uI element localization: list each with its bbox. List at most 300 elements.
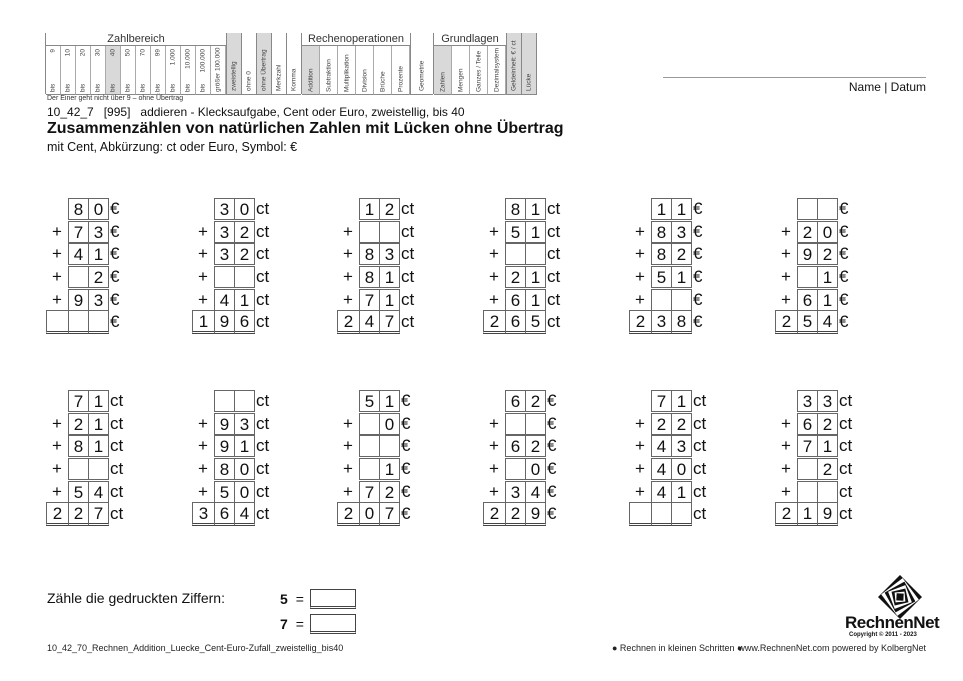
column-label: Lücke xyxy=(525,73,533,91)
digit-cell: 0 xyxy=(234,481,255,503)
blank-digit-cell[interactable] xyxy=(214,390,235,412)
column-label: Ganzes / Teile xyxy=(475,50,482,92)
addend-row xyxy=(45,198,155,221)
currency-unit: ct xyxy=(693,504,707,524)
plus-sign: + xyxy=(781,289,791,309)
column-label: Mengen xyxy=(457,68,464,92)
header-column xyxy=(488,46,506,95)
sum-digit-cell: 2 xyxy=(68,502,89,526)
addition-exercise xyxy=(482,198,592,334)
blank-digit-cell[interactable] xyxy=(797,481,818,503)
currency-unit: € xyxy=(839,199,849,219)
header-column xyxy=(470,46,488,95)
plus-sign: + xyxy=(52,413,62,433)
blank-digit-cell[interactable] xyxy=(817,198,838,220)
digit-cell: 0 xyxy=(234,458,255,480)
currency-unit: ct xyxy=(839,504,853,524)
sum-row xyxy=(775,311,884,334)
currency-unit: ct xyxy=(547,199,561,219)
digit-cell: 4 xyxy=(525,481,546,503)
sum-row xyxy=(775,503,884,526)
digit-cell: 6 xyxy=(797,413,818,435)
column-prefix: bis xyxy=(139,83,147,92)
addend-row xyxy=(336,266,446,289)
digit-cell: 6 xyxy=(505,289,526,311)
count-digit: 5 xyxy=(280,591,288,607)
sum-digit-cell: 4 xyxy=(817,310,838,334)
digit-cell: 2 xyxy=(88,266,109,288)
plus-sign: + xyxy=(635,481,645,501)
currency-unit: € xyxy=(110,221,120,241)
header-column xyxy=(392,46,410,95)
plus-sign: + xyxy=(343,244,353,264)
blank-digit-cell[interactable] xyxy=(525,413,546,435)
currency-unit: € xyxy=(401,391,411,411)
blank-sum-cell[interactable] xyxy=(88,310,109,334)
digit-cell: 1 xyxy=(817,289,838,311)
header-column xyxy=(181,46,196,95)
digit-cell: 3 xyxy=(817,390,838,412)
plus-sign: + xyxy=(198,267,208,287)
sum-digit-cell: 2 xyxy=(505,502,526,526)
addend-row xyxy=(336,390,446,413)
sum-digit-cell: 9 xyxy=(525,502,546,526)
header-column xyxy=(196,46,211,95)
digit-cell: 0 xyxy=(88,198,109,220)
addition-exercise xyxy=(45,198,155,334)
column-value: 9 xyxy=(49,49,57,53)
digit-cell: 4 xyxy=(651,435,672,457)
blank-digit-cell[interactable] xyxy=(505,458,526,480)
plus-sign: + xyxy=(343,459,353,479)
digit-cell: 2 xyxy=(817,413,838,435)
addend-row xyxy=(336,221,446,244)
currency-unit: ct xyxy=(547,312,561,332)
plus-sign: + xyxy=(52,244,62,264)
sum-row xyxy=(46,503,155,526)
addend-row xyxy=(191,198,301,221)
sum-digit-cell: 9 xyxy=(817,502,838,526)
digit-cell: 1 xyxy=(651,198,672,220)
digit-cell: 5 xyxy=(68,481,89,503)
header-single-column xyxy=(286,33,301,95)
equals-sign: = xyxy=(295,616,304,632)
digit-cell: 2 xyxy=(817,243,838,265)
digit-cell: 7 xyxy=(68,390,89,412)
addend-row xyxy=(628,458,738,481)
addend-row xyxy=(336,480,446,503)
digit-cell: 1 xyxy=(379,289,400,311)
currency-unit: ct xyxy=(547,289,561,309)
addition-exercise xyxy=(336,198,446,334)
addend-row xyxy=(482,266,592,289)
digit-cell: 1 xyxy=(671,481,692,503)
currency-unit: ct xyxy=(401,221,415,241)
addition-exercise xyxy=(45,390,155,526)
currency-unit: ct xyxy=(256,267,270,287)
sum-digit-cell: 1 xyxy=(797,502,818,526)
sum-digit-cell: 9 xyxy=(214,310,235,334)
sum-digit-cell: 7 xyxy=(379,310,400,334)
currency-unit: € xyxy=(110,199,120,219)
plus-sign: + xyxy=(489,244,499,264)
blank-digit-cell[interactable] xyxy=(68,266,89,288)
currency-unit: € xyxy=(693,267,703,287)
blank-digit-cell[interactable] xyxy=(797,458,818,480)
currency-unit: € xyxy=(401,413,411,433)
digit-cell: 1 xyxy=(359,198,380,220)
digit-cell: 8 xyxy=(651,243,672,265)
sum-digit-cell: 5 xyxy=(525,310,546,334)
digit-cell: 7 xyxy=(359,289,380,311)
digit-cell: 2 xyxy=(379,481,400,503)
digit-cell: 2 xyxy=(817,458,838,480)
header-column xyxy=(374,46,392,95)
column-prefix: bis xyxy=(64,83,72,92)
addend-row xyxy=(482,198,592,221)
currency-unit: ct xyxy=(839,413,853,433)
sum-digit-cell: 5 xyxy=(797,310,818,334)
digit-cell: 5 xyxy=(651,266,672,288)
sum-row xyxy=(192,503,301,526)
digit-cell: 1 xyxy=(525,289,546,311)
blank-digit-cell[interactable] xyxy=(797,266,818,288)
blank-digit-cell[interactable] xyxy=(88,458,109,480)
sum-digit-cell: 2 xyxy=(337,502,360,526)
digit-cell: 2 xyxy=(671,243,692,265)
sum-row xyxy=(192,311,301,334)
blank-digit-cell[interactable] xyxy=(505,413,526,435)
column-label: Subtraktion xyxy=(325,59,332,92)
header-single-column xyxy=(241,33,256,95)
addition-exercise xyxy=(191,390,301,526)
column-prefix: bis xyxy=(109,83,117,92)
column-value: 50 xyxy=(124,49,132,57)
note-text: Der Einer geht nicht über 9 – ohne Übertrag xyxy=(47,95,184,102)
digit-cell: 8 xyxy=(359,243,380,265)
column-label: Merkzahl xyxy=(275,64,283,91)
plus-sign: + xyxy=(52,221,62,241)
plus-sign: + xyxy=(198,436,208,456)
currency-unit: ct xyxy=(839,481,853,501)
addition-exercise xyxy=(774,198,884,334)
footer-website: www.RechnenNet.com powered by KolbergNet xyxy=(738,643,926,653)
footer-filename: 10_42_70_Rechnen_Addition_Luecke_Cent-Euro-Zufall_zweistellig_bis40 xyxy=(47,643,344,653)
column-label: Geldeinheit: € / ct xyxy=(510,40,518,91)
currency-unit: ct xyxy=(401,312,415,332)
group-rechenoperationen xyxy=(301,33,410,94)
blank-digit-cell[interactable] xyxy=(214,266,235,288)
currency-unit: ct xyxy=(693,481,707,501)
digit-cell: 1 xyxy=(671,266,692,288)
column-value: 100.000 xyxy=(199,49,207,73)
count-row-5 xyxy=(280,589,356,609)
sum-digit-cell: 3 xyxy=(651,310,672,334)
digit-cell: 1 xyxy=(234,435,255,457)
digit-cell: 4 xyxy=(214,289,235,311)
plus-sign: + xyxy=(52,267,62,287)
header-single-column xyxy=(271,33,286,95)
sum-row xyxy=(629,503,738,526)
sum-row xyxy=(337,503,446,526)
digit-cell: 4 xyxy=(651,458,672,480)
header-single-column xyxy=(256,33,271,95)
equals-sign: = xyxy=(295,591,304,607)
digit-cell: 1 xyxy=(234,289,255,311)
blank-digit-cell[interactable] xyxy=(797,198,818,220)
header-single-column xyxy=(226,33,241,95)
header-column xyxy=(136,46,151,95)
addend-row xyxy=(45,221,155,244)
addend-row xyxy=(45,266,155,289)
digit-cell: 3 xyxy=(505,481,526,503)
blank-digit-cell[interactable] xyxy=(525,243,546,265)
plus-sign: + xyxy=(781,481,791,501)
blank-digit-cell[interactable] xyxy=(359,435,380,457)
addend-row xyxy=(482,480,592,503)
digit-cell: 6 xyxy=(505,390,526,412)
column-label: zweistellig xyxy=(230,61,238,91)
plus-sign: + xyxy=(781,459,791,479)
digit-cell: 4 xyxy=(651,481,672,503)
sum-digit-cell: 4 xyxy=(359,310,380,334)
digit-cell: 7 xyxy=(68,221,89,243)
blank-digit-cell[interactable] xyxy=(68,458,89,480)
group-title: Zahlbereich xyxy=(46,33,226,46)
currency-unit: ct xyxy=(110,459,124,479)
blank-sum-cell[interactable] xyxy=(651,502,672,526)
sum-digit-cell: 4 xyxy=(234,502,255,526)
currency-unit: € xyxy=(693,221,703,241)
header-single-column xyxy=(410,33,433,95)
plus-sign: + xyxy=(635,459,645,479)
digit-cell: 2 xyxy=(379,198,400,220)
digit-cell: 3 xyxy=(214,221,235,243)
plus-sign: + xyxy=(489,289,499,309)
plus-sign: + xyxy=(343,267,353,287)
addend-row xyxy=(191,413,301,436)
plus-sign: + xyxy=(781,436,791,456)
addend-row xyxy=(774,435,884,458)
worksheet-meta: 10_42_7 [995] addieren - Klecksaufgabe, Cent oder Euro, zweistellig, bis 40 xyxy=(47,105,465,119)
currency-unit: € xyxy=(547,459,557,479)
currency-unit: ct xyxy=(547,221,561,241)
blank-digit-cell[interactable] xyxy=(359,221,380,243)
blank-digit-cell[interactable] xyxy=(359,458,380,480)
currency-unit: ct xyxy=(256,436,270,456)
sum-digit-cell: 6 xyxy=(234,310,255,334)
addend-row xyxy=(774,458,884,481)
blank-digit-cell[interactable] xyxy=(234,266,255,288)
sum-digit-cell: 2 xyxy=(629,310,652,334)
blank-digit-cell[interactable] xyxy=(671,289,692,311)
currency-unit: ct xyxy=(401,267,415,287)
addition-exercise xyxy=(482,390,592,526)
addend-row xyxy=(628,198,738,221)
header-column xyxy=(121,46,136,95)
addend-row xyxy=(774,480,884,503)
plus-sign: + xyxy=(781,244,791,264)
addend-row xyxy=(336,243,446,266)
header-column xyxy=(211,46,226,95)
sum-digit-cell: 1 xyxy=(192,310,215,334)
currency-unit: € xyxy=(547,413,557,433)
digit-cell: 1 xyxy=(88,413,109,435)
blank-digit-cell[interactable] xyxy=(651,289,672,311)
addend-row xyxy=(628,413,738,436)
digit-cell: 3 xyxy=(797,390,818,412)
digit-cell: 0 xyxy=(525,458,546,480)
plus-sign: + xyxy=(343,436,353,456)
plus-sign: + xyxy=(52,289,62,309)
sum-digit-cell: 0 xyxy=(359,502,380,526)
sum-digit-cell: 3 xyxy=(192,502,215,526)
plus-sign: + xyxy=(198,481,208,501)
addend-row xyxy=(336,435,446,458)
count-row-7 xyxy=(280,614,356,634)
addend-row xyxy=(191,266,301,289)
currency-unit: € xyxy=(693,312,703,332)
currency-unit: ct xyxy=(110,436,124,456)
column-prefix: bis xyxy=(199,83,207,92)
count-label: Zähle die gedruckten Ziffern: xyxy=(47,590,225,606)
column-value: 99 xyxy=(154,49,162,57)
addend-row xyxy=(482,243,592,266)
sum-row xyxy=(629,311,738,334)
sum-digit-cell: 2 xyxy=(483,502,506,526)
digit-cell: 1 xyxy=(817,435,838,457)
header-column xyxy=(151,46,166,95)
currency-unit: € xyxy=(110,289,120,309)
plus-sign: + xyxy=(198,459,208,479)
blank-digit-cell[interactable] xyxy=(359,413,380,435)
currency-unit: € xyxy=(110,312,120,332)
digit-cell: 2 xyxy=(797,221,818,243)
name-date-line[interactable] xyxy=(663,77,926,78)
header-column xyxy=(452,46,470,95)
digit-cell: 1 xyxy=(379,390,400,412)
header-column xyxy=(434,46,452,95)
digit-cell: 8 xyxy=(68,198,89,220)
column-value: größer 100.000 xyxy=(214,47,222,92)
currency-unit: ct xyxy=(839,436,853,456)
addend-row xyxy=(482,221,592,244)
addend-row xyxy=(774,198,884,221)
sum-digit-cell: 2 xyxy=(775,502,798,526)
digit-cell: 8 xyxy=(505,198,526,220)
addend-row xyxy=(774,413,884,436)
digit-cell: 2 xyxy=(525,390,546,412)
addend-row xyxy=(628,266,738,289)
header-column xyxy=(320,46,338,95)
currency-unit: ct xyxy=(256,289,270,309)
addend-row xyxy=(628,435,738,458)
classification-table xyxy=(45,33,537,94)
name-date-label: Name | Datum xyxy=(848,80,926,94)
blank-digit-cell[interactable] xyxy=(817,481,838,503)
digit-cell: 8 xyxy=(651,221,672,243)
plus-sign: + xyxy=(489,413,499,433)
column-value: 20 xyxy=(79,49,87,57)
header-column xyxy=(46,46,61,95)
addend-row xyxy=(45,413,155,436)
addend-row xyxy=(191,480,301,503)
column-label: Dezimalsystem xyxy=(493,47,500,92)
plus-sign: + xyxy=(781,221,791,241)
blank-digit-cell[interactable] xyxy=(234,390,255,412)
addend-row xyxy=(336,413,446,436)
currency-unit: ct xyxy=(256,199,270,219)
currency-unit: € xyxy=(547,504,557,524)
blank-digit-cell[interactable] xyxy=(379,221,400,243)
plus-sign: + xyxy=(52,436,62,456)
plus-sign: + xyxy=(343,481,353,501)
column-value: 30 xyxy=(94,49,102,57)
addend-row xyxy=(336,458,446,481)
blank-digit-cell[interactable] xyxy=(505,243,526,265)
count-answer-box[interactable] xyxy=(310,589,356,609)
column-prefix: bis xyxy=(94,83,102,92)
addend-row xyxy=(191,390,301,413)
digit-cell: 2 xyxy=(671,413,692,435)
currency-unit: ct xyxy=(256,459,270,479)
digit-cell: 3 xyxy=(234,413,255,435)
blank-sum-cell[interactable] xyxy=(68,310,89,334)
addend-row xyxy=(628,390,738,413)
sum-row xyxy=(483,311,592,334)
column-label: Geometrie xyxy=(418,60,426,91)
digit-cell: 1 xyxy=(379,458,400,480)
plus-sign: + xyxy=(343,289,353,309)
currency-unit: € xyxy=(401,504,411,524)
currency-unit: € xyxy=(547,481,557,501)
sum-digit-cell: 7 xyxy=(379,502,400,526)
digit-cell: 4 xyxy=(68,243,89,265)
currency-unit: € xyxy=(839,267,849,287)
column-value: 40 xyxy=(109,49,117,57)
header-column xyxy=(166,46,181,95)
digit-cell: 1 xyxy=(525,198,546,220)
digit-cell: 2 xyxy=(651,413,672,435)
plus-sign: + xyxy=(489,221,499,241)
column-prefix: bis xyxy=(169,83,177,92)
plus-sign: + xyxy=(198,413,208,433)
blank-sum-cell[interactable] xyxy=(46,310,69,334)
currency-unit: ct xyxy=(256,391,270,411)
plus-sign: + xyxy=(635,413,645,433)
blank-sum-cell[interactable] xyxy=(629,502,652,526)
addend-row xyxy=(45,288,155,311)
footer-slogan: ● Rechnen in kleinen Schritten ● xyxy=(612,643,743,653)
plus-sign: + xyxy=(489,481,499,501)
plus-sign: + xyxy=(343,413,353,433)
addend-row xyxy=(628,288,738,311)
plus-sign: + xyxy=(635,267,645,287)
count-answer-box[interactable] xyxy=(310,614,356,634)
header-column xyxy=(76,46,91,95)
blank-sum-cell[interactable] xyxy=(671,502,692,526)
blank-digit-cell[interactable] xyxy=(379,435,400,457)
addition-exercise xyxy=(628,390,738,526)
addend-row xyxy=(45,435,155,458)
digit-cell: 1 xyxy=(671,198,692,220)
digit-cell: 7 xyxy=(797,435,818,457)
header-single-column xyxy=(506,33,521,95)
sum-digit-cell: 6 xyxy=(505,310,526,334)
digit-cell: 3 xyxy=(214,243,235,265)
column-label: Prozente xyxy=(397,65,404,92)
digit-cell: 9 xyxy=(797,243,818,265)
